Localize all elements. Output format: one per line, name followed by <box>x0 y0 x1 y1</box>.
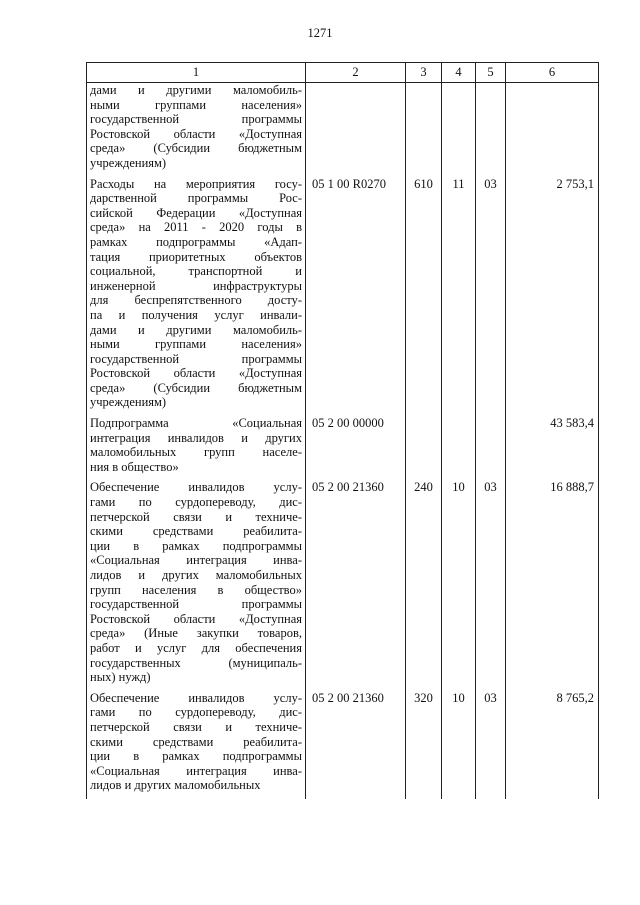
section-cell <box>442 83 476 177</box>
description-line: социальной, транспортной и <box>90 264 302 279</box>
description-line: маломобильных групп населе- <box>90 445 302 460</box>
description-line: для беспрепятственного досту- <box>90 293 302 308</box>
expense-type-cell: 240 <box>406 480 442 690</box>
description-line: среда» на 2011 - 2020 годы в <box>90 220 302 235</box>
description-line: учреждениям) <box>90 155 167 170</box>
description-line: дарственной программы Рос- <box>90 191 302 206</box>
target-code-cell: 05 1 00 R0270 <box>306 177 406 417</box>
description-line: Расходы на мероприятия госу- <box>90 176 302 191</box>
subsection-cell: 03 <box>476 177 506 417</box>
description-line: Ростовской области «Доступная <box>90 611 302 626</box>
description-line: петчерской связи и техниче- <box>90 509 302 524</box>
description-line: учреждениям) <box>90 395 167 410</box>
target-code-cell: 05 2 00 21360 <box>306 691 406 799</box>
column-header: 6 <box>506 63 599 83</box>
description-line: тация приоритетных объектов <box>90 249 302 264</box>
description-line: сийской Федерации «Доступная <box>90 205 302 220</box>
column-header: 2 <box>306 63 406 83</box>
description-line: гами по сурдопереводу, дис- <box>90 495 302 510</box>
subsection-cell: 03 <box>476 691 506 799</box>
description-line: ния в общество» <box>90 459 179 474</box>
description-line: государственной программы <box>90 112 302 127</box>
description-line: ных) нужд) <box>90 670 151 685</box>
description-line: па и получения услуг инвали- <box>90 307 302 322</box>
target-code-cell: 05 2 00 00000 <box>306 416 406 480</box>
page-number: 1271 <box>307 26 333 40</box>
row-description <box>87 177 306 417</box>
description-line: государственной программы <box>90 351 302 366</box>
amount-cell <box>506 83 599 177</box>
target-code-cell: 05 2 00 21360 <box>306 480 406 690</box>
section-cell: 11 <box>442 177 476 417</box>
description-line: дами и другими маломобиль- <box>90 322 302 337</box>
description-line: инженерной инфраструктуры <box>90 278 302 293</box>
amount-cell: 8 765,2 <box>506 691 599 799</box>
target-code-cell <box>306 83 406 177</box>
budget-table <box>86 62 599 799</box>
description-line: ными группами населения» <box>90 97 302 112</box>
column-header: 5 <box>476 63 506 83</box>
table-row <box>87 177 599 417</box>
subsection-cell: 03 <box>476 480 506 690</box>
description-line: ции в рамках подпрограммы <box>90 538 302 553</box>
amount-cell: 16 888,7 <box>506 480 599 690</box>
subsection-cell <box>476 416 506 480</box>
description-line: государственной программы <box>90 597 302 612</box>
section-cell: 10 <box>442 691 476 799</box>
description-line: лидов и других маломобильных <box>90 778 261 793</box>
description-line: работ и услуг для обеспечения <box>90 640 302 655</box>
description-line: лидов и других маломобильных <box>90 568 302 582</box>
description-line: Обеспечение инвалидов услу- <box>90 690 302 705</box>
description-line: интеграция инвалидов и других <box>90 430 302 445</box>
description-line: Обеспечение инвалидов услу- <box>90 480 302 495</box>
expense-type-cell: 320 <box>406 691 442 799</box>
table-row <box>87 83 599 177</box>
expense-type-cell <box>406 416 442 480</box>
description-line: среда» (Субсидии бюджетным <box>90 141 302 156</box>
row-description <box>87 691 306 799</box>
subsection-cell <box>476 83 506 177</box>
amount-cell: 2 753,1 <box>506 177 599 417</box>
row-description <box>87 83 306 177</box>
expense-type-cell: 610 <box>406 177 442 417</box>
column-header: 4 <box>442 63 476 83</box>
description-line: гами по сурдопереводу, дис- <box>90 705 302 720</box>
description-line: групп населения в общество» <box>90 582 302 597</box>
description-line: скими средствами реабилита- <box>90 524 302 539</box>
section-cell <box>442 416 476 480</box>
description-line: рамках подпрограммы «Адап- <box>90 234 302 249</box>
section-cell: 10 <box>442 480 476 690</box>
row-description <box>87 416 306 480</box>
description-line: петчерской связи и техниче- <box>90 719 302 734</box>
description-line: государственных (муниципаль- <box>90 655 302 670</box>
header-row <box>87 63 599 83</box>
amount-cell: 43 583,4 <box>506 416 599 480</box>
column-header: 3 <box>406 63 442 83</box>
description-line: «Социальная интеграция инва- <box>90 553 302 568</box>
expense-type-cell <box>406 83 442 177</box>
table-row <box>87 480 599 690</box>
description-line: дами и другими маломобиль- <box>90 83 302 97</box>
description-line: Ростовской области «Доступная <box>90 126 302 141</box>
table-row <box>87 416 599 480</box>
description-line: ными группами населения» <box>90 337 302 352</box>
column-header: 1 <box>87 63 306 83</box>
description-line: ции в рамках подпрограммы <box>90 749 302 764</box>
description-line: среда» (Иные закупки товаров, <box>90 626 302 641</box>
description-line: Ростовской области «Доступная <box>90 366 302 381</box>
table-row <box>87 691 599 799</box>
description-line: «Социальная интеграция инва- <box>90 763 302 778</box>
description-line: среда» (Субсидии бюджетным <box>90 380 302 395</box>
description-line: Подпрограмма «Социальная <box>90 416 302 431</box>
row-description <box>87 480 306 690</box>
description-line: скими средствами реабилита- <box>90 734 302 749</box>
